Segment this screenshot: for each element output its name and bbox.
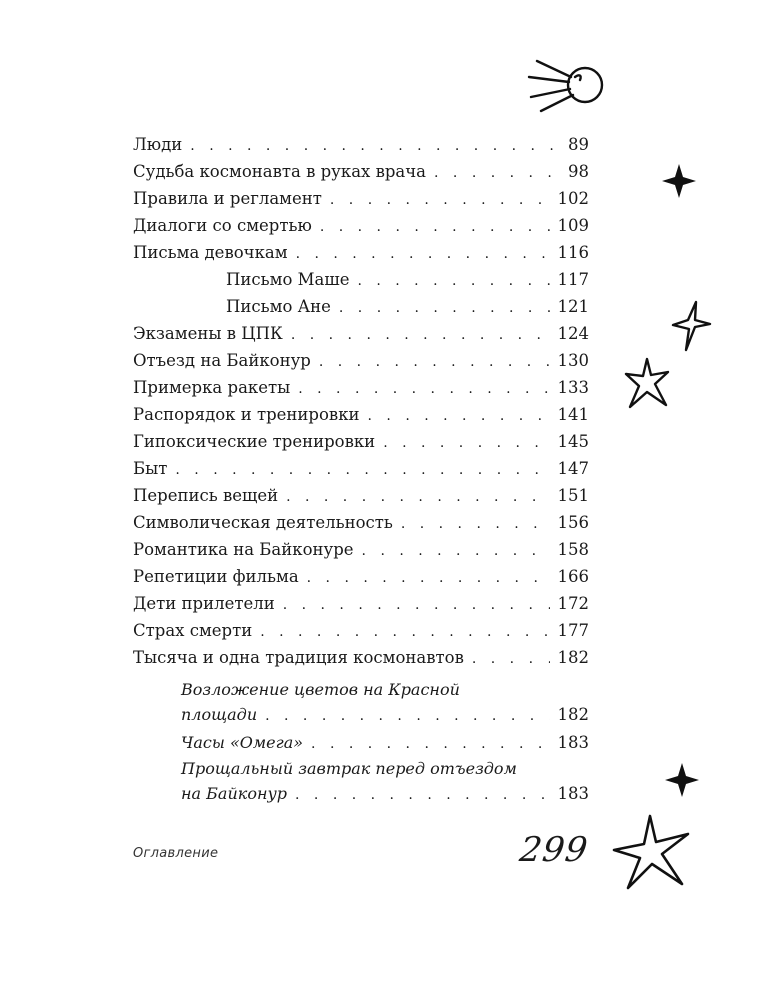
table-of-contents xyxy=(133,131,589,808)
dot-leader xyxy=(265,704,549,729)
dot-leader xyxy=(472,646,550,673)
toc-entry-title: Письмо Маше xyxy=(226,270,350,289)
toc-entry-nested[interactable] xyxy=(133,293,589,320)
sputnik-icon xyxy=(525,55,610,120)
dot-leader xyxy=(283,592,550,619)
toc-entry-title: Перепись вещей xyxy=(133,486,279,505)
dot-leader xyxy=(319,349,550,376)
toc-entry[interactable] xyxy=(133,455,589,482)
dot-leader xyxy=(311,731,549,758)
toc-entry-title: Символическая деятельность xyxy=(133,513,393,532)
toc-entry-page: 166 xyxy=(557,567,589,586)
toc-subentry-title-line1: Возложение цветов на Красной xyxy=(181,680,460,699)
dot-leader xyxy=(362,538,550,565)
toc-entry-page: 133 xyxy=(557,378,589,397)
dot-leader xyxy=(339,295,550,322)
toc-entry[interactable] xyxy=(133,401,589,428)
toc-subentry-title-line2: на Байконур xyxy=(181,784,288,803)
dot-leader xyxy=(401,511,550,538)
dot-leader xyxy=(307,565,550,592)
dot-leader xyxy=(368,403,550,430)
toc-entry[interactable] xyxy=(133,374,589,401)
toc-entry-page: 109 xyxy=(557,216,589,235)
toc-entry-page: 102 xyxy=(557,189,589,208)
toc-subentry[interactable] xyxy=(133,729,589,756)
dot-leader xyxy=(291,322,550,349)
toc-subentry-wrap xyxy=(181,756,589,808)
toc-entry-page: 124 xyxy=(557,324,589,343)
toc-entry-title: Быт xyxy=(133,459,168,478)
toc-entry[interactable] xyxy=(133,239,589,266)
toc-entry[interactable] xyxy=(133,509,589,536)
running-footer-title: Оглавление xyxy=(133,846,219,861)
dot-leader xyxy=(286,484,549,511)
toc-entry-title: Экзамены в ЦПК xyxy=(133,324,283,343)
star-icon xyxy=(668,298,714,354)
toc-entry-page: 117 xyxy=(557,270,589,289)
toc-entry-page: 89 xyxy=(568,135,589,154)
toc-entry-title: Гипоксические тренировки xyxy=(133,432,376,451)
star-icon xyxy=(662,760,702,800)
toc-entry[interactable] xyxy=(133,320,589,347)
toc-entry-title: Репетиции фильма xyxy=(133,567,299,586)
toc-subentry-last-line xyxy=(181,702,589,729)
star-icon xyxy=(622,355,672,413)
toc-subentry-last-line xyxy=(181,781,589,808)
dot-leader xyxy=(175,457,549,484)
toc-entry[interactable] xyxy=(133,428,589,455)
toc-entry[interactable] xyxy=(133,347,589,374)
toc-entry-nested[interactable] xyxy=(133,266,589,293)
dot-leader xyxy=(383,430,549,457)
toc-entry-page: 177 xyxy=(557,621,589,640)
dot-leader xyxy=(298,376,549,403)
toc-entry[interactable] xyxy=(133,590,589,617)
toc-entry-page: 147 xyxy=(557,459,589,478)
toc-entry-title: Распорядок и тренировки xyxy=(133,405,360,424)
toc-entry-title: Судьба космонавта в руках врача xyxy=(133,162,427,181)
dot-leader xyxy=(357,268,549,295)
toc-entry-title: Примерка ракеты xyxy=(133,378,291,397)
toc-entry-title: Правила и регламент xyxy=(133,189,322,208)
dot-leader xyxy=(330,187,550,214)
page-number: 299 xyxy=(517,830,591,870)
toc-subentry-wrap xyxy=(181,677,589,729)
toc-entry-page: 172 xyxy=(557,594,589,613)
toc-entry-page: 158 xyxy=(557,540,589,559)
toc-entry-page: 141 xyxy=(557,405,589,424)
toc-entry[interactable] xyxy=(133,644,589,671)
toc-entry-title: Люди xyxy=(133,135,183,154)
toc-entry-title: Диалоги со смертью xyxy=(133,216,312,235)
toc-entry-page: 98 xyxy=(568,162,589,181)
toc-entry[interactable] xyxy=(133,131,589,158)
toc-subentry-title-line2: площади xyxy=(181,705,258,724)
toc-entry-page: 116 xyxy=(557,243,589,262)
dot-leader xyxy=(434,160,553,187)
toc-entry[interactable] xyxy=(133,536,589,563)
toc-entry[interactable] xyxy=(133,212,589,239)
toc-subentry-page: 183 xyxy=(557,784,589,803)
toc-entry-title: Дети прилетели xyxy=(133,594,275,613)
toc-subentry-page: 182 xyxy=(557,705,589,724)
toc-subentry[interactable] xyxy=(133,677,589,729)
toc-entry[interactable] xyxy=(133,563,589,590)
toc-entry[interactable] xyxy=(133,617,589,644)
star-icon xyxy=(660,162,698,200)
toc-entry-title: Романтика на Байконуре xyxy=(133,540,354,559)
toc-entry[interactable] xyxy=(133,482,589,509)
dot-leader xyxy=(190,133,553,160)
toc-subentry-title: Часы «Омега» xyxy=(181,733,304,752)
toc-entry-title: Страх смерти xyxy=(133,621,253,640)
toc-entry[interactable] xyxy=(133,185,589,212)
toc-entry-page: 121 xyxy=(557,297,589,316)
star-icon xyxy=(610,812,694,892)
toc-entry-page: 182 xyxy=(557,648,589,667)
toc-entry-title: Письмо Ане xyxy=(226,297,331,316)
toc-entry-page: 151 xyxy=(557,486,589,505)
toc-entry[interactable] xyxy=(133,158,589,185)
dot-leader xyxy=(296,241,550,268)
toc-entry-page: 145 xyxy=(557,432,589,451)
toc-subentry-title-line1: Прощальный завтрак перед отъездом xyxy=(181,759,517,778)
dot-leader xyxy=(260,619,549,646)
toc-entry-page: 156 xyxy=(557,513,589,532)
dot-leader xyxy=(295,783,549,808)
toc-entry-title: Отъезд на Байконур xyxy=(133,351,311,370)
toc-entry-title: Письма девочкам xyxy=(133,243,288,262)
toc-entry-title: Тысяча и одна традиция космонавтов xyxy=(133,648,464,667)
toc-entry-page: 130 xyxy=(557,351,589,370)
dot-leader xyxy=(320,214,550,241)
toc-subentry[interactable] xyxy=(133,756,589,808)
toc-subentry-page: 183 xyxy=(557,733,589,752)
